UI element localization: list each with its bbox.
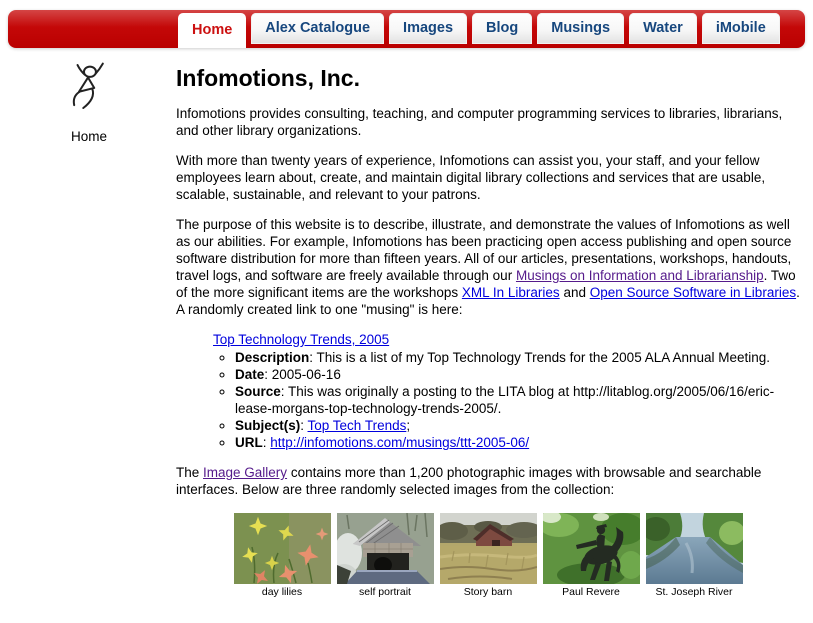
- site-logo-link[interactable]: [68, 62, 110, 116]
- musing-source-item: ◦ Source: This was originally a posting to the LITA blog at http://litablog.org/2005/06/16/eric-lease-morgans-top-technology-trends-2005/.: [235, 383, 800, 417]
- bold-label: Description: [235, 350, 310, 365]
- thumbnail-caption: day lilies: [261, 586, 303, 598]
- st-joseph-river-image[interactable]: [646, 513, 743, 584]
- intro-paragraph: Infomotions provides consulting, teaching, and computer programming services to libraries, librarians, and other library organizations.: [176, 106, 783, 138]
- left-sidebar: [0, 48, 176, 598]
- inline-link[interactable]: Image Gallery: [203, 465, 288, 480]
- musing-detail-list: [213, 349, 800, 451]
- thumbnail-caption: St. Joseph River: [655, 586, 733, 598]
- musing-title-link[interactable]: Top Technology Trends, 2005: [213, 332, 390, 347]
- day-lilies-image[interactable]: [234, 513, 331, 584]
- tab-home[interactable]: Home: [178, 13, 246, 48]
- thumbnail-caption: Paul Revere: [562, 586, 620, 598]
- experience-paragraph: With more than twenty years of experience, Infomotions can assist you, your staff, and your fellow employees learn about, create, and maintain digital library collections and services that are usable, scalable, sustainable, and relevant to your patrons.: [176, 153, 766, 202]
- inline-link[interactable]: Open Source Software in Libraries: [589, 285, 797, 300]
- inline-link[interactable]: Musings on Information and Librarianship: [515, 268, 764, 283]
- tab-alex-catalogue[interactable]: Alex Catalogue: [251, 13, 384, 44]
- purpose-paragraph: The purpose of this website is to describe, illustrate, and demonstrate the values of Infomotions as well as our abilities. For example, Infomotions has been practicing open access publishing and open source software distribution for more than fifteen years. All of our articles, presentations, workshops, handouts, travel logs, and software are freely available through our Musings on Information and Librarianship. Two of the more significant items are the workshops XML In Libraries and Open Source Software in Libraries. A randomly created link to one "musing" is here:: [176, 217, 800, 317]
- thumbnail-day-lilies[interactable]: [234, 513, 331, 598]
- inline-link[interactable]: XML In Libraries: [461, 285, 560, 300]
- random-musing-block: [213, 331, 800, 451]
- self-portrait-image[interactable]: [337, 513, 434, 584]
- musing-date-item: ◦ Date: 2005-06-16: [235, 366, 800, 383]
- thumbnail-paul-revere[interactable]: [543, 513, 640, 598]
- tab-strip: [178, 13, 780, 48]
- musing-description-item: ◦ Description: This is a list of my Top Technology Trends for the 2005 ALA Annual Meeting.: [235, 349, 800, 366]
- thumbnail-st-joseph-river[interactable]: [646, 513, 743, 598]
- gallery-paragraph: The Image Gallery contains more than 1,200 photographic images with browsable and searchable interfaces. Below are three randomly selected images from the collection:: [176, 465, 762, 497]
- top-navigation-bar: [8, 10, 805, 48]
- page-title: Infomotions, Inc.: [176, 65, 360, 91]
- tab-images[interactable]: Images: [389, 13, 467, 44]
- tab-blog[interactable]: Blog: [472, 13, 532, 44]
- paul-revere-image[interactable]: [543, 513, 640, 584]
- inline-link[interactable]: http://infomotions.com/musings/ttt-2005-06/: [270, 435, 530, 450]
- musing-subjects-item: ◦ Subject(s): Top Tech Trends;: [235, 417, 800, 434]
- dancing-figure-icon: [68, 62, 110, 112]
- image-gallery-row: [176, 513, 800, 598]
- thumbnail-self-portrait[interactable]: [337, 513, 434, 598]
- bold-label: Source: [235, 384, 281, 399]
- tab-musings[interactable]: Musings: [537, 13, 624, 44]
- tab-imobile[interactable]: iMobile: [702, 13, 780, 44]
- musing-url-item: ◦ URL: http://infomotions.com/musings/ttt-2005-06/: [235, 434, 800, 451]
- tab-water[interactable]: Water: [629, 13, 697, 44]
- thumbnail-caption: self portrait: [359, 586, 411, 598]
- bold-label: Subject(s): [235, 418, 301, 433]
- story-barn-image[interactable]: [440, 513, 537, 584]
- inline-link[interactable]: Top Tech Trends: [307, 418, 407, 433]
- main-content: [176, 48, 800, 598]
- bold-label: URL: [235, 435, 263, 450]
- sidebar-home-label: Home: [70, 129, 107, 144]
- thumbnail-story-barn[interactable]: [440, 513, 537, 598]
- page-layout: [0, 48, 813, 598]
- thumbnail-caption: Story barn: [463, 586, 513, 598]
- bold-label: Date: [235, 367, 265, 382]
